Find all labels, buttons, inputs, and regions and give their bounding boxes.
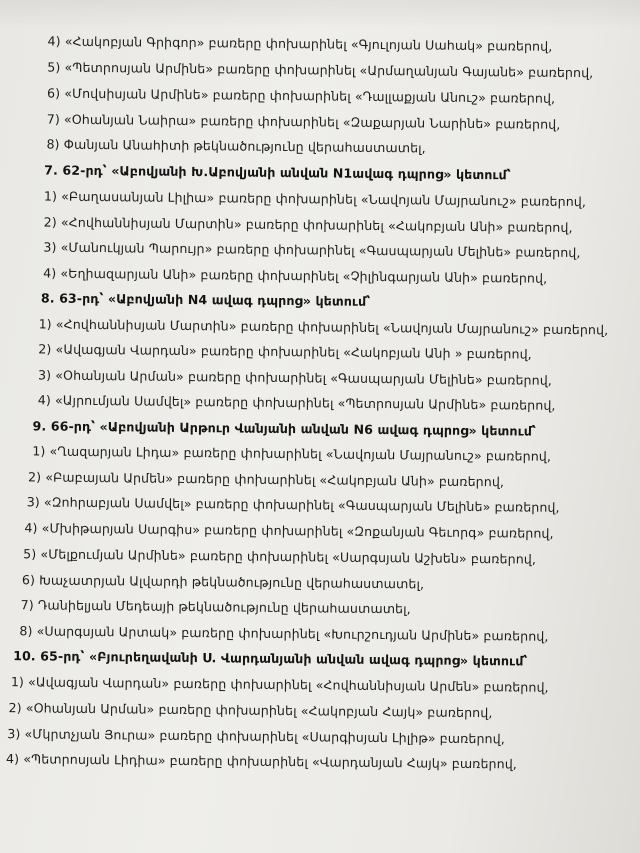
doc-line: 4) «Մխիթարյան Սարգիս» բառերը փոխարինել «Զոքանյան Գեւորգ» բառերով,	[24, 520, 554, 541]
doc-line: 1) «Ավագյան Վարդան» բառերը փոխարինել «Հովհաննիսյան Արմեն» բառերով,	[10, 674, 549, 695]
section-heading: 7. 62-րդ՝ «Աբովյանի Խ.Աբովյանի անվան N1ավագ դպրոց» կետում՝	[44, 162, 511, 183]
doc-line: 7) «Օհանյան Նաիրա» բառերը փոխարինել «Զաքարյան Նարինե» բառերով,	[46, 111, 561, 132]
doc-line: 2) «Օհանյան Արման» բառերը փոխարինել «Հակոբյան Հայկ» բառերով,	[8, 700, 493, 721]
doc-line: 4) «Այրումյան Սամվել» բառերը փոխարինել «Պետրոսյան Արմինե» բառերով,	[37, 392, 556, 413]
doc-line: 3) «Օհանյան Արման» բառերը փոխարինել «Գասպարյան Մելինե» բառերով,	[37, 367, 553, 388]
doc-line: 8) Փանյան Անահիտի թեկնածությունը վերահաստատել,	[46, 136, 426, 156]
doc-line: 3) «Մկրտչյան Յուրա» բառերը փոխարինել «Սարգիսյան Լիլիթ» բառերով,	[7, 726, 505, 747]
doc-line: 2) «Բաբայան Արմեն» բառերը փոխարինել «Հակոբյան Անի» բառերով,	[27, 469, 505, 490]
doc-line: 1) «Ղազարյան Լիդա» բառերը փոխարինել «Նավոյան Մայրանուշ» բառերով,	[32, 443, 552, 464]
doc-line: 1) «Բաղասանյան Լիլիա» բառերը փոխարինել «Նավոյան Մայրանուշ» բառերով,	[43, 188, 587, 210]
doc-line: 6) «Մովսիսյան Արմինե» բառերը փոխարինել «Դալլաքյան Անուշ» բառերով,	[46, 85, 556, 106]
doc-line: 5) «Մելքումյան Արմինե» բառերը փոխարինել «Սարգսյան Աշխեն» բառերով,	[23, 546, 537, 567]
doc-line: 5) «Պետրոսյան Արմինե» բառերը փոխարինել «Արմաղանյան Գայանե» բառերով,	[47, 59, 594, 81]
doc-line: 1) «Հովհաննիսյան Մարտին» բառերը փոխարինել «Նավոյան Մայրանուշ» բառերով,	[38, 316, 609, 338]
doc-line: 4) «Պետրոսյան Լիդիա» բառերը փոխարինել «Վարդանյան Հայկ» բառերով,	[5, 751, 518, 772]
doc-line: 2) «Ավագյան Վարդան» բառերը փոխարինել «Հակոբյան Անի » բառերով,	[38, 341, 532, 362]
doc-line: 2) «Հովհաննիսյան Մարտին» բառերը փոխարինել «Հակոբյան Անի» բառերով,	[43, 214, 573, 236]
section-heading: 10. 65-րդ՝ «Բյուրեղավանի Ս. Վարդանյանի անվան ավագ դպրոց» կետում՝	[13, 648, 528, 669]
page-shadow	[0, 0, 640, 30]
doc-line: 8) «Սարգսյան Արտակ» բառերը փոխարինել «Խուրշուդյան Արմինե» բառերով,	[19, 623, 549, 644]
doc-line: 4) «Հակոբյան Գրիգոր» բառերը փոխարինել «Գյուլոյան Սահակ» բառերով,	[47, 33, 553, 54]
doc-line: 7) Դանիելյան Մեդեայի թեկնածությունը վերահաստատել,	[20, 597, 411, 617]
section-heading: 9. 66-րդ՝ «Աբովյանի Արթուր Վանյանի անվան N6 ավագ դպրոց» կետում՝	[32, 418, 537, 439]
doc-line: 4) «Եղիազարյան Անի» բառերը փոխարինել «Չիլինգարյան Անի» բառերով,	[43, 265, 548, 286]
doc-line: 6) Խաչատրյան Ալվարդի թեկնածությունը վերահաստատել,	[21, 572, 425, 592]
doc-line: 3) «Մանուկյան Պարույր» բառերը փոխարինել «Գասպարյան Մելինե» բառերով,	[43, 239, 581, 261]
section-heading: 8. 63-րդ՝ «Աբովյանի N4 ավագ դպրոց» կետում՝	[40, 290, 371, 309]
doc-line: 3) «Զոհրաբյան Սամվել» բառերը փոխարինել «Գասպարյան Մելինե» բառերով,	[26, 494, 560, 515]
